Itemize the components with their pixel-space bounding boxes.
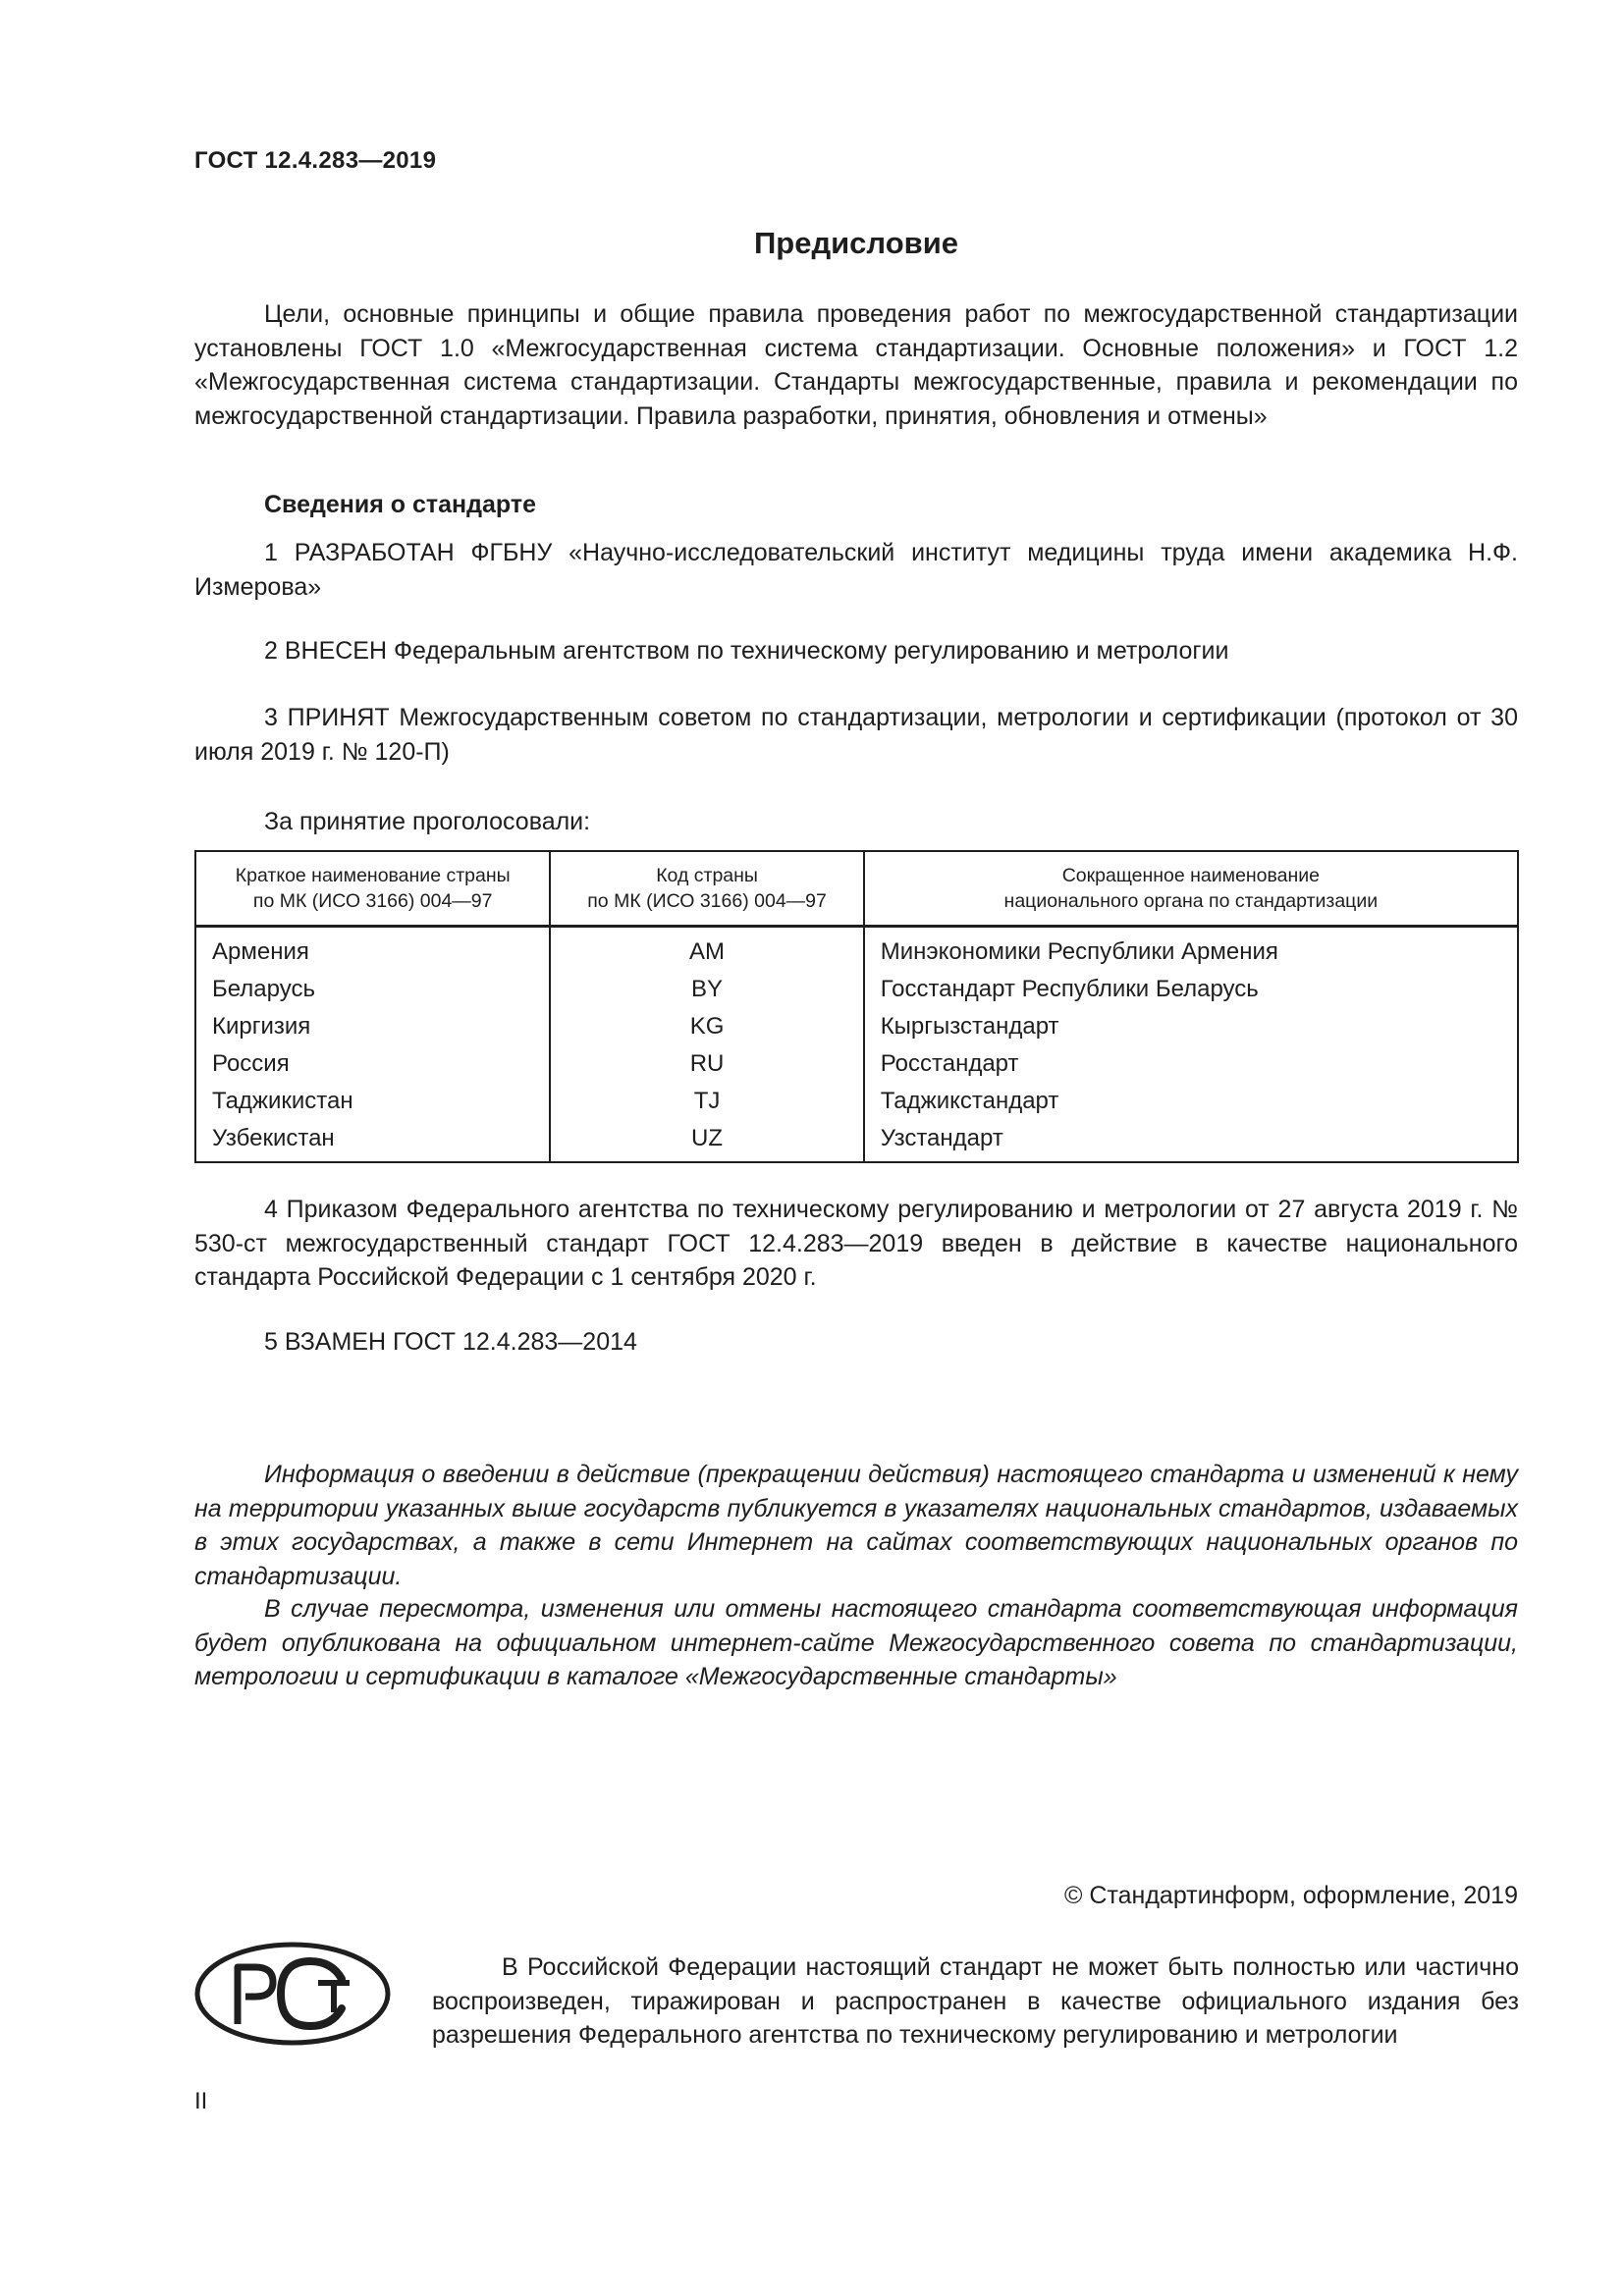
copyright-line: © Стандартинформ, оформление, 2019 (1064, 1882, 1518, 1909)
reproduction-notice: В Российской Федерации настоящий стандарт не может быть полностью или частично воспроизведен, тиражирован и распространен в качестве официального издания без разрешения Федерального агентства по техническому регулированию и метрологии (432, 1953, 1519, 2049)
body-cell: Кыргызстандарт (864, 1008, 1518, 1045)
country-cell: Беларусь (195, 971, 550, 1008)
country-cell: Армения (195, 927, 550, 972)
code-cell: AM (550, 927, 863, 972)
intro-paragraph: Цели, основные принципы и общие правила проведения работ по межгосударственной стандартизации установлены ГОСТ 1.0 «Межгосударственная система стандартизации. Основные положения» и ГОСТ 1.2 «Межгосударственная система стандартизации. Стандарты межгосударственные, правила и рекомендации по межгосударственной стандартизации. Правила разработки, принятия, обновления и отмены» (194, 300, 1518, 430)
code-cell: TJ (550, 1083, 863, 1120)
rst-certification-mark-icon (194, 1942, 391, 2046)
table-row (195, 927, 1518, 972)
header-country-name: Краткое наименование страны по МК (ИСО 3166) 004—97 (195, 851, 550, 927)
header-national-body: Сокращенное наименование национального органа по стандартизации (864, 851, 1518, 927)
code-cell: UZ (550, 1120, 863, 1162)
item-3-adopted: 3 ПРИНЯТ Межгосударственным советом по стандартизации, метрологии и сертификации (протокол от 30 июля 2019 г. № 120-П) (194, 704, 1518, 766)
header-country-code: Код страны по МК (ИСО 3166) 004—97 (550, 851, 863, 927)
table-row (195, 1120, 1518, 1162)
info-paragraph-revision: В случае пересмотра, изменения или отмены настоящего стандарта соответствующая информация будет опубликована на официальном интернет-сайте Межгосударственного совета по стандартизации, метрологии и сертификации в каталоге «Межгосударственные стандарты» (194, 1595, 1518, 1690)
table-row (195, 1083, 1518, 1120)
document-code-header: ГОСТ 12.4.283—2019 (194, 147, 437, 174)
table-row (195, 1045, 1518, 1083)
code-cell: KG (550, 1008, 863, 1045)
body-cell: Росстандарт (864, 1045, 1518, 1083)
item-2-introduced: 2 ВНЕСЕН Федеральным агентством по техническому регулированию и метрологии (264, 637, 1229, 665)
section-heading: Сведения о стандарте (264, 491, 537, 518)
svg-text:РСТ: РСТ (293, 2039, 297, 2041)
page-number: II (194, 2088, 208, 2114)
country-cell: Узбекистан (195, 1120, 550, 1162)
country-cell: Россия (195, 1045, 550, 1083)
page-title: Предисловие (753, 226, 958, 260)
country-cell: Таджикистан (195, 1083, 550, 1120)
body-cell: Госстандарт Республики Беларусь (864, 971, 1518, 1008)
code-cell: RU (550, 1045, 863, 1083)
country-cell: Киргизия (195, 1008, 550, 1045)
table-header-row (195, 851, 1518, 927)
table-row (195, 1008, 1518, 1045)
code-cell: BY (550, 971, 863, 1008)
voting-countries-table (194, 850, 1519, 1163)
body-cell: Минэкономики Республики Армения (864, 927, 1518, 972)
info-paragraph-effect: Информация о введении в действие (прекращении действия) настоящего стандарта и изменений к нему на территории указанных выше государств публикуется в указателях национальных стандартов, издаваемых в этих государствах, а также в сети Интернет на сайтах соответствующих национальных органов по стандартизации. (194, 1461, 1518, 1590)
item-1-developed: 1 РАЗРАБОТАН ФГБНУ «Научно-исследовательский институт медицины труда имени академика Н.Ф. Измерова» (194, 539, 1518, 601)
item-5-replaces: 5 ВЗАМЕН ГОСТ 12.4.283—2014 (264, 1328, 637, 1356)
body-cell: Узстандарт (864, 1120, 1518, 1162)
body-cell: Таджикстандарт (864, 1083, 1518, 1120)
voted-label: За принятие проголосовали: (264, 808, 591, 835)
table-row (195, 971, 1518, 1008)
item-4-order: 4 Приказом Федерального агентства по техническому регулированию и метрологии от 27 августа 2019 г. № 530-ст межгосударственный стандарт ГОСТ 12.4.283—2019 введен в действие в качестве национального стандарта Российской Федерации с 1 сентября 2020 г. (194, 1196, 1518, 1291)
